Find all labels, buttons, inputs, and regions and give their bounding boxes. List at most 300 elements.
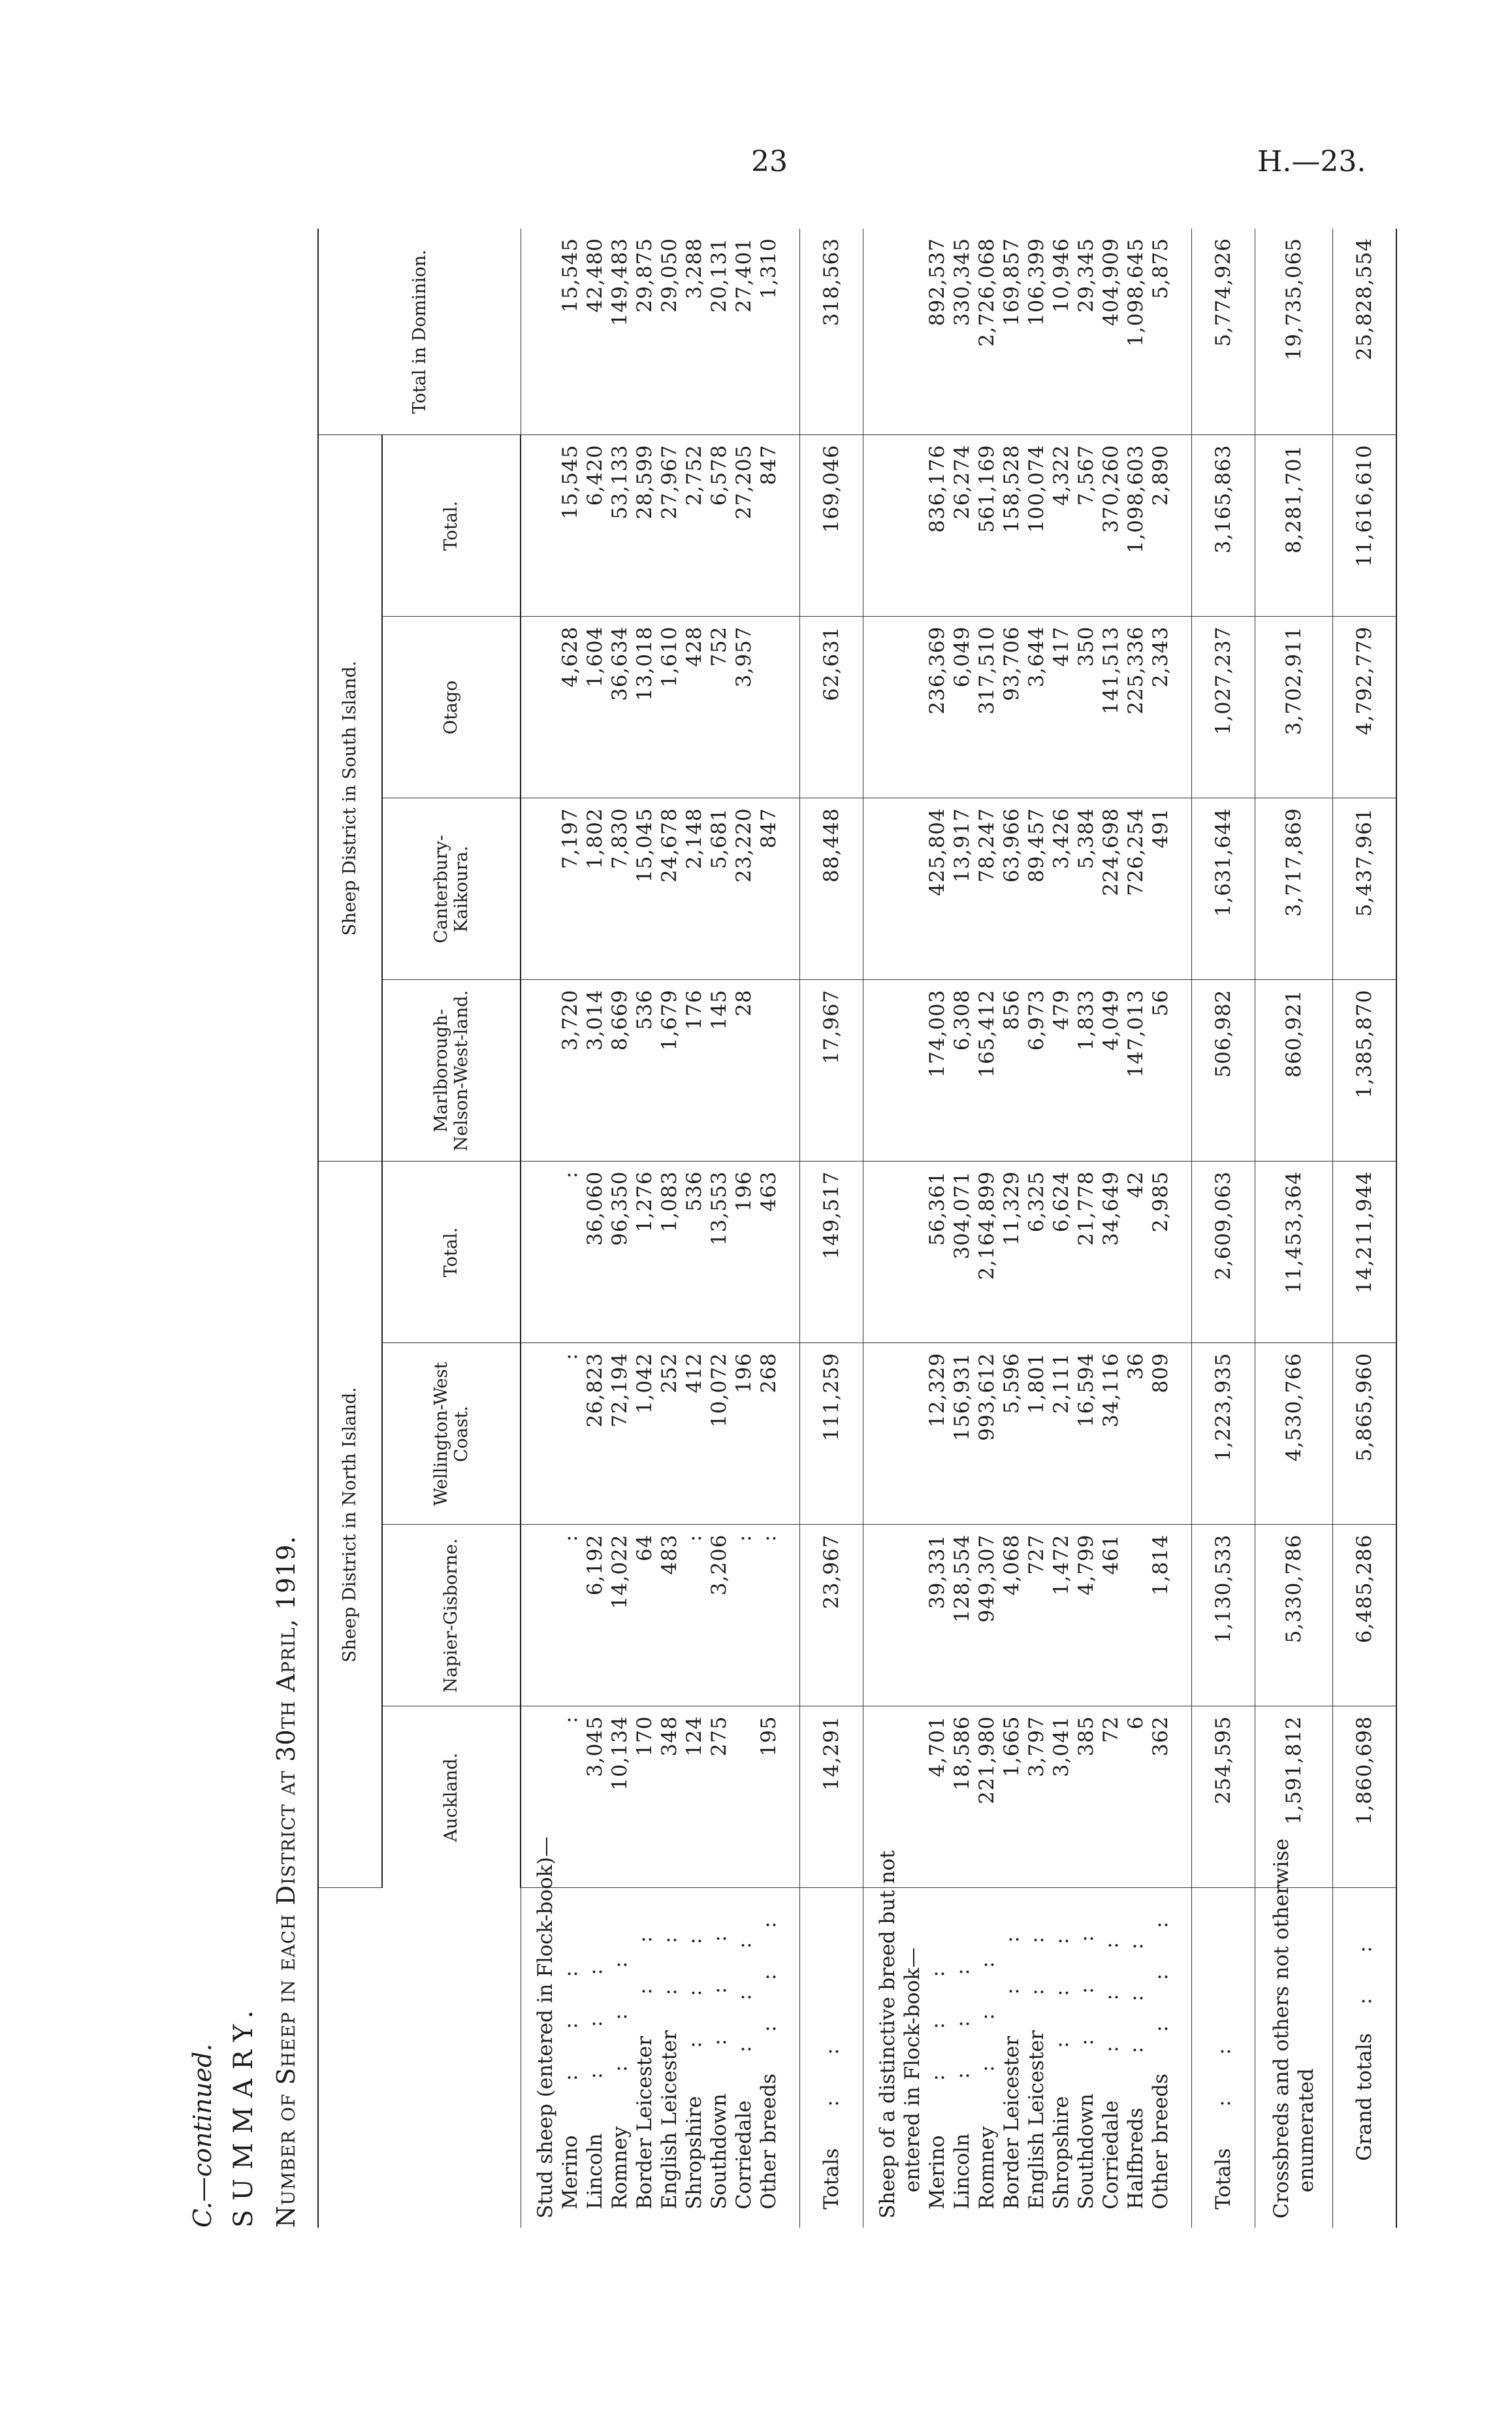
value-cell: 6,973 [1024, 980, 1049, 1162]
value-cell: 124 [682, 1706, 707, 1888]
value-cell: 1,814 [1148, 1525, 1173, 1706]
header-south-island: Sheep District in South Island. [318, 435, 382, 1162]
value-cell: 169,857 [999, 229, 1024, 435]
row-leader-dots: : : : [925, 1970, 949, 2120]
value-cell: 24,678 [657, 798, 682, 980]
value-cell: 6,485,286 [1332, 1525, 1396, 1706]
value-cell: 17,967 [799, 980, 863, 1162]
value-cell: 1,083 [657, 1162, 682, 1343]
distinctive-row [1123, 229, 1148, 2228]
value-cell: 29,345 [1074, 229, 1099, 435]
value-cell: 7,567 [1074, 435, 1099, 617]
value-cell: 88,448 [799, 798, 863, 980]
value-cell: 6,192 [583, 1525, 607, 1706]
row-label-text: Lincoln [950, 2133, 974, 2209]
value-cell: 5,774,926 [1191, 229, 1255, 435]
row-leader-dots: : : [819, 2048, 843, 2133]
value-cell: : [756, 1525, 781, 1706]
row-label-text: Corriedale [732, 2100, 756, 2209]
value-cell: 4,322 [1049, 435, 1074, 617]
value-cell: 196 [732, 1343, 756, 1525]
stud-row [682, 229, 707, 2228]
row-label [1191, 1888, 1255, 2228]
crossbreds-row [1255, 229, 1332, 2228]
value-cell: 3,288 [682, 229, 707, 435]
value-cell: 1,385,870 [1332, 980, 1396, 1162]
value-cell: 2,148 [682, 798, 707, 980]
distinctive-row [950, 229, 974, 2228]
value-cell: 5,865,960 [1332, 1343, 1396, 1525]
spacer-cell [863, 798, 925, 980]
spacer-cell [1173, 798, 1192, 980]
value-cell: 2,752 [682, 435, 707, 617]
row-leader-dots: : : : [583, 1968, 607, 2118]
value-cell: 856 [999, 980, 1024, 1162]
value-cell: 483 [657, 1525, 682, 1706]
value-cell: 3,720 [558, 980, 583, 1162]
header-total-dominion: Total in Dominion. [318, 229, 521, 435]
value-cell: 27,967 [657, 435, 682, 617]
distinctive-row [1148, 229, 1173, 2228]
value-cell: 13,917 [950, 798, 974, 980]
spacer-cell [781, 1162, 800, 1343]
value-cell: 13,018 [632, 617, 657, 798]
value-cell: 1,679 [657, 980, 682, 1162]
row-leader-dots: : : [657, 1936, 681, 2015]
value-cell: 4,628 [558, 617, 583, 798]
stud-totals-row [799, 229, 863, 2228]
value-cell: 3,041 [1049, 1706, 1074, 1888]
row-label [1123, 1888, 1148, 2228]
value-cell: 1,027,237 [1191, 617, 1255, 798]
value-cell: 64 [632, 1525, 657, 1706]
value-cell: 1,591,812 [1255, 1706, 1332, 1888]
row-label-text: Corriedale [1099, 2100, 1123, 2209]
value-cell: 5,681 [707, 798, 732, 980]
row-leader-dots: : : [1024, 1936, 1048, 2015]
row-label-text: Romney [607, 2126, 632, 2209]
row-leader-dots: : : [1211, 2048, 1235, 2133]
value-cell: 491 [1148, 798, 1173, 980]
value-cell: 8,281,701 [1255, 435, 1332, 617]
spacer-cell [781, 1343, 800, 1525]
distinctive-heading-line-2: entered in Flock-book— [900, 1947, 924, 2192]
value-cell: 28,599 [632, 435, 657, 617]
value-cell: 3,702,911 [1255, 617, 1332, 798]
spacer-cell [1173, 980, 1192, 1162]
table-subtitle: Number of Sheep in each District at 30th April, 1919. [272, 1535, 300, 2228]
gap-row [1173, 229, 1192, 2228]
value-cell: 100,074 [1024, 435, 1049, 617]
row-label-text: Grand totals [1352, 2033, 1376, 2161]
value-cell: 254,595 [1191, 1706, 1255, 1888]
value-cell: 726,254 [1123, 798, 1148, 980]
spacer-cell [1173, 1525, 1192, 1706]
spacer-cell [781, 229, 800, 435]
value-cell: 7,830 [607, 798, 632, 980]
header-north-island: Sheep District in North Island. [318, 1162, 382, 1888]
value-cell: 10,946 [1049, 229, 1074, 435]
value-cell: 2,726,068 [974, 229, 999, 435]
header-canterbury: Canterbury-Kaikoura. [382, 798, 521, 980]
value-cell: 5,330,786 [1255, 1525, 1332, 1706]
header-marlborough: Marlborough-Nelson-West-land. [382, 980, 521, 1162]
value-cell: 318,563 [799, 229, 863, 435]
spacer-cell [863, 1162, 925, 1343]
spacer-cell [863, 1343, 925, 1525]
row-label-text: English Leicester [1024, 2030, 1048, 2209]
row-label-text: Other breeds [756, 2073, 780, 2209]
distinctive-row [999, 229, 1024, 2228]
spacer-cell [1173, 1706, 1192, 1888]
value-cell: 13,553 [707, 1162, 732, 1343]
header-auckland: Auckland. [382, 1706, 521, 1888]
stud-row [558, 229, 583, 2228]
spacer-cell [863, 1525, 925, 1706]
header-blank [318, 1888, 521, 2228]
value-cell: 479 [1049, 980, 1074, 1162]
value-cell: 330,345 [950, 229, 974, 435]
value-cell: 1,604 [583, 617, 607, 798]
value-cell: 3,014 [583, 980, 607, 1162]
value-cell: 892,537 [925, 229, 950, 435]
row-label-text: English Leicester [657, 2030, 681, 2209]
value-cell: 8,669 [607, 980, 632, 1162]
spacer-cell [1173, 1343, 1192, 1525]
spacer-cell [1173, 1888, 1192, 2228]
row-leader-dots: : : : [1148, 1921, 1172, 2058]
value-cell: 350 [1074, 617, 1099, 798]
value-cell: 836,176 [925, 435, 950, 617]
value-cell: : [558, 1162, 583, 1343]
value-cell: 1,098,645 [1123, 229, 1148, 435]
value-cell: 39,331 [925, 1525, 950, 1706]
value-cell: 221,980 [974, 1706, 999, 1888]
value-cell: 1,833 [1074, 980, 1099, 1162]
value-cell: 174,003 [925, 980, 950, 1162]
value-cell: 145 [707, 980, 732, 1162]
value-cell: 15,045 [632, 798, 657, 980]
value-cell: 412 [682, 1343, 707, 1525]
value-cell: 225,336 [1123, 617, 1148, 798]
value-cell: 417 [1049, 617, 1074, 798]
row-label [632, 1888, 657, 2228]
value-cell: 96,350 [607, 1162, 632, 1343]
row-label [999, 1888, 1024, 2228]
distinctive-totals-row [1191, 229, 1255, 2228]
row-leader-dots: : : : [950, 1968, 974, 2118]
value-cell: 128,554 [950, 1525, 974, 1706]
value-cell: 196 [732, 1162, 756, 1343]
value-cell: 89,457 [1024, 798, 1049, 980]
row-label [1099, 1888, 1123, 2228]
value-cell: 16,594 [1074, 1343, 1099, 1525]
value-cell: 78,247 [974, 798, 999, 980]
value-cell: 36 [1123, 1343, 1148, 1525]
value-cell: 20,131 [707, 229, 732, 435]
value-cell: 56 [1148, 980, 1173, 1162]
crossbreds-label-line-1: Crossbreds and others not otherwise [1269, 1838, 1293, 2219]
value-cell: 1,098,603 [1123, 435, 1148, 617]
row-label [925, 1888, 950, 2228]
crossbreds-label-line-2: enumerated [1294, 2068, 1318, 2192]
distinctive-heading-line-1: Sheep of a distinctive breed but not [875, 1850, 899, 2219]
value-cell: 25,828,554 [1332, 229, 1396, 435]
value-cell: 404,909 [1099, 229, 1123, 435]
row-label [707, 1888, 732, 2228]
crossbreds-label [1255, 1838, 1332, 2228]
value-cell: 236,369 [925, 617, 950, 798]
row-label [732, 1888, 756, 2228]
row-label [583, 1888, 607, 2228]
spacer-cell [781, 980, 800, 1162]
value-cell: 5,596 [999, 1343, 1024, 1525]
value-cell: 317,510 [974, 617, 999, 798]
value-cell: 29,875 [632, 229, 657, 435]
stud-row [732, 229, 756, 2228]
value-cell: 72,194 [607, 1343, 632, 1525]
value-cell: 106,399 [1024, 229, 1049, 435]
sheep-summary-table [317, 229, 1397, 2228]
value-cell: 385 [1074, 1706, 1099, 1888]
value-cell: 165,412 [974, 980, 999, 1162]
value-cell: 4,799 [1074, 1525, 1099, 1706]
header-south-total: Total. [382, 435, 521, 617]
value-cell: 3,797 [1024, 1706, 1049, 1888]
value-cell: 304,071 [950, 1162, 974, 1343]
value-cell: 21,778 [1074, 1162, 1099, 1343]
value-cell: 847 [756, 798, 781, 980]
value-cell: 1,472 [1049, 1525, 1074, 1706]
value-cell [756, 980, 781, 1162]
value-cell: 149,483 [607, 229, 632, 435]
value-cell [1123, 1525, 1148, 1706]
value-cell: 23,967 [799, 1525, 863, 1706]
row-label-text: Merino [558, 2135, 582, 2209]
rotated-table-region [170, 229, 1424, 2228]
row-label [974, 1888, 999, 2228]
row-label-text: Shropshire [682, 2096, 706, 2209]
header-row-groups [318, 229, 382, 2228]
value-cell: 348 [657, 1706, 682, 1888]
row-label-text: Southdown [1074, 2093, 1098, 2209]
value-cell: 23,220 [732, 798, 756, 980]
value-cell: 847 [756, 435, 781, 617]
value-cell: 1,665 [999, 1706, 1024, 1888]
value-cell: 6,308 [950, 980, 974, 1162]
value-cell: 3,644 [1024, 617, 1049, 798]
value-cell: 2,985 [1148, 1162, 1173, 1343]
value-cell: 19,735,065 [1255, 229, 1332, 435]
row-label [1074, 1888, 1099, 2228]
value-cell: 3,045 [583, 1706, 607, 1888]
distinctive-heading [863, 1850, 925, 2228]
value-cell: 26,823 [583, 1343, 607, 1525]
spacer-cell [863, 617, 925, 798]
value-cell: 428 [682, 617, 707, 798]
value-cell: 275 [707, 1706, 732, 1888]
value-cell: 2,164,899 [974, 1162, 999, 1343]
value-cell: 72 [1099, 1706, 1123, 1888]
distinctive-heading-row [863, 229, 925, 2228]
value-cell: 224,698 [1099, 798, 1123, 980]
value-cell: 34,116 [1099, 1343, 1123, 1525]
value-cell: 6,624 [1049, 1162, 1074, 1343]
value-cell: 2,890 [1148, 435, 1173, 617]
value-cell: 6 [1123, 1706, 1148, 1888]
row-label [1148, 1888, 1173, 2228]
stud-heading-row [521, 229, 558, 2228]
value-cell: 169,046 [799, 435, 863, 617]
value-cell: 461 [1099, 1525, 1123, 1706]
row-label [950, 1888, 974, 2228]
value-cell: 93,706 [999, 617, 1024, 798]
row-leader-dots: : : : [558, 1970, 582, 2120]
value-cell: 561,169 [974, 435, 999, 617]
row-label [1024, 1888, 1049, 2228]
value-cell: 506,982 [1191, 980, 1255, 1162]
stud-row [707, 229, 732, 2228]
spacer-cell [781, 617, 800, 798]
value-cell: 141,513 [1099, 617, 1123, 798]
spacer-cell [1173, 617, 1192, 798]
value-cell: 3,206 [707, 1525, 732, 1706]
value-cell: 1,223,935 [1191, 1343, 1255, 1525]
value-cell: 809 [1148, 1343, 1173, 1525]
value-cell: 14,022 [607, 1525, 632, 1706]
stud-row [632, 229, 657, 2228]
row-leader-dots: : : : [1099, 1942, 1123, 2085]
stud-row [657, 229, 682, 2228]
row-label-text: Totals [1211, 2148, 1235, 2209]
row-label [1332, 1888, 1396, 2228]
header-napier-gisborne: Napier-Gisborne. [382, 1525, 521, 1706]
row-label [607, 1888, 632, 2228]
value-cell: 14,291 [799, 1706, 863, 1888]
value-cell: 6,325 [1024, 1162, 1049, 1343]
summary-heading: SUMMARY. [229, 2001, 259, 2228]
value-cell: 1,610 [657, 617, 682, 798]
value-cell: 2,111 [1049, 1343, 1074, 1525]
stud-row [583, 229, 607, 2228]
value-cell: 6,049 [950, 617, 974, 798]
spacer-cell [863, 980, 925, 1162]
value-cell: 42 [1123, 1162, 1148, 1343]
spacer-cell [863, 229, 925, 435]
value-cell: 149,517 [799, 1162, 863, 1343]
value-cell: 11,329 [999, 1162, 1024, 1343]
distinctive-row [1049, 229, 1074, 2228]
value-cell: 2,609,063 [1191, 1162, 1255, 1343]
row-leader-dots: : : : [607, 1961, 632, 2111]
value-cell: 3,957 [732, 617, 756, 798]
value-cell: : [558, 1343, 583, 1525]
value-cell: 15,545 [558, 229, 583, 435]
row-label-text: Merino [925, 2135, 949, 2209]
header-wellington: Wellington-West Coast. [382, 1343, 521, 1525]
spacer-cell [1173, 229, 1192, 435]
spacer-cell [863, 435, 925, 617]
value-cell: 370,260 [1099, 435, 1123, 617]
gap-row [781, 229, 800, 2228]
row-leader-dots: : : : [682, 1937, 706, 2081]
value-cell: 4,049 [1099, 980, 1123, 1162]
row-leader-dots: : : [999, 1936, 1023, 2021]
spacer-cell [781, 1706, 800, 1888]
spacer-cell [781, 435, 800, 617]
value-cell: 3,426 [1049, 798, 1074, 980]
continued-heading: C.—continued. [188, 2043, 217, 2228]
value-cell: 425,804 [925, 798, 950, 980]
row-label-text: Border Leicester [632, 2036, 656, 2209]
value-cell: 4,792,779 [1332, 617, 1396, 798]
value-cell: 11,453,364 [1255, 1162, 1332, 1343]
value-cell: 26,274 [950, 435, 974, 617]
value-cell: 3,165,863 [1191, 435, 1255, 617]
value-cell: 6,578 [707, 435, 732, 617]
value-cell: : [682, 1525, 707, 1706]
grand-totals-row [1332, 229, 1396, 2228]
value-cell: 752 [707, 617, 732, 798]
value-cell: 56,361 [925, 1162, 950, 1343]
value-cell [732, 1706, 756, 1888]
distinctive-row [1099, 229, 1123, 2228]
row-label [756, 1888, 781, 2228]
row-label [558, 1888, 583, 2228]
row-label-text: Halfbreds [1123, 2107, 1148, 2209]
value-cell: 5,437,961 [1332, 798, 1396, 980]
value-cell [756, 617, 781, 798]
header-north-total: Total. [382, 1162, 521, 1343]
spacer-cell [781, 798, 800, 980]
value-cell: 4,701 [925, 1706, 950, 1888]
row-label-text: Lincoln [583, 2133, 607, 2209]
row-label-text: Other breeds [1148, 2073, 1172, 2209]
value-cell: 1,042 [632, 1343, 657, 1525]
value-cell: 1,130,533 [1191, 1525, 1255, 1706]
value-cell: 53,133 [607, 435, 632, 617]
value-cell: 10,134 [607, 1706, 632, 1888]
stud-heading: Stud sheep (entered in Flock-book)— [533, 1836, 557, 2219]
value-cell: 63,966 [999, 798, 1024, 980]
row-label-text: Romney [974, 2126, 999, 2209]
header-otago: Otago [382, 617, 521, 798]
value-cell: 11,616,610 [1332, 435, 1396, 617]
row-label [1049, 1888, 1074, 2228]
value-cell: 14,211,944 [1332, 1162, 1396, 1343]
value-cell: 1,631,644 [1191, 798, 1255, 980]
row-leader-dots: : : [632, 1936, 656, 2021]
row-leader-dots: : : : [756, 1921, 780, 2058]
page-code: H.—23. [1257, 145, 1366, 178]
row-leader-dots: : : : [974, 1961, 999, 2111]
spacer-cell [781, 1888, 800, 2228]
row-label [682, 1888, 707, 2228]
value-cell: 5,384 [1074, 798, 1099, 980]
row-leader-dots: : : : [1123, 1942, 1148, 2092]
value-cell: 27,205 [732, 435, 756, 617]
value-cell: 3,717,869 [1255, 798, 1332, 980]
value-cell: 536 [632, 980, 657, 1162]
value-cell: 463 [756, 1162, 781, 1343]
value-cell: 2,343 [1148, 617, 1173, 798]
spacer-cell [1173, 1162, 1192, 1343]
value-cell: 1,276 [632, 1162, 657, 1343]
stud-row [607, 229, 632, 2228]
stud-row [756, 229, 781, 2228]
value-cell: 1,310 [756, 229, 781, 435]
value-cell: 268 [756, 1343, 781, 1525]
